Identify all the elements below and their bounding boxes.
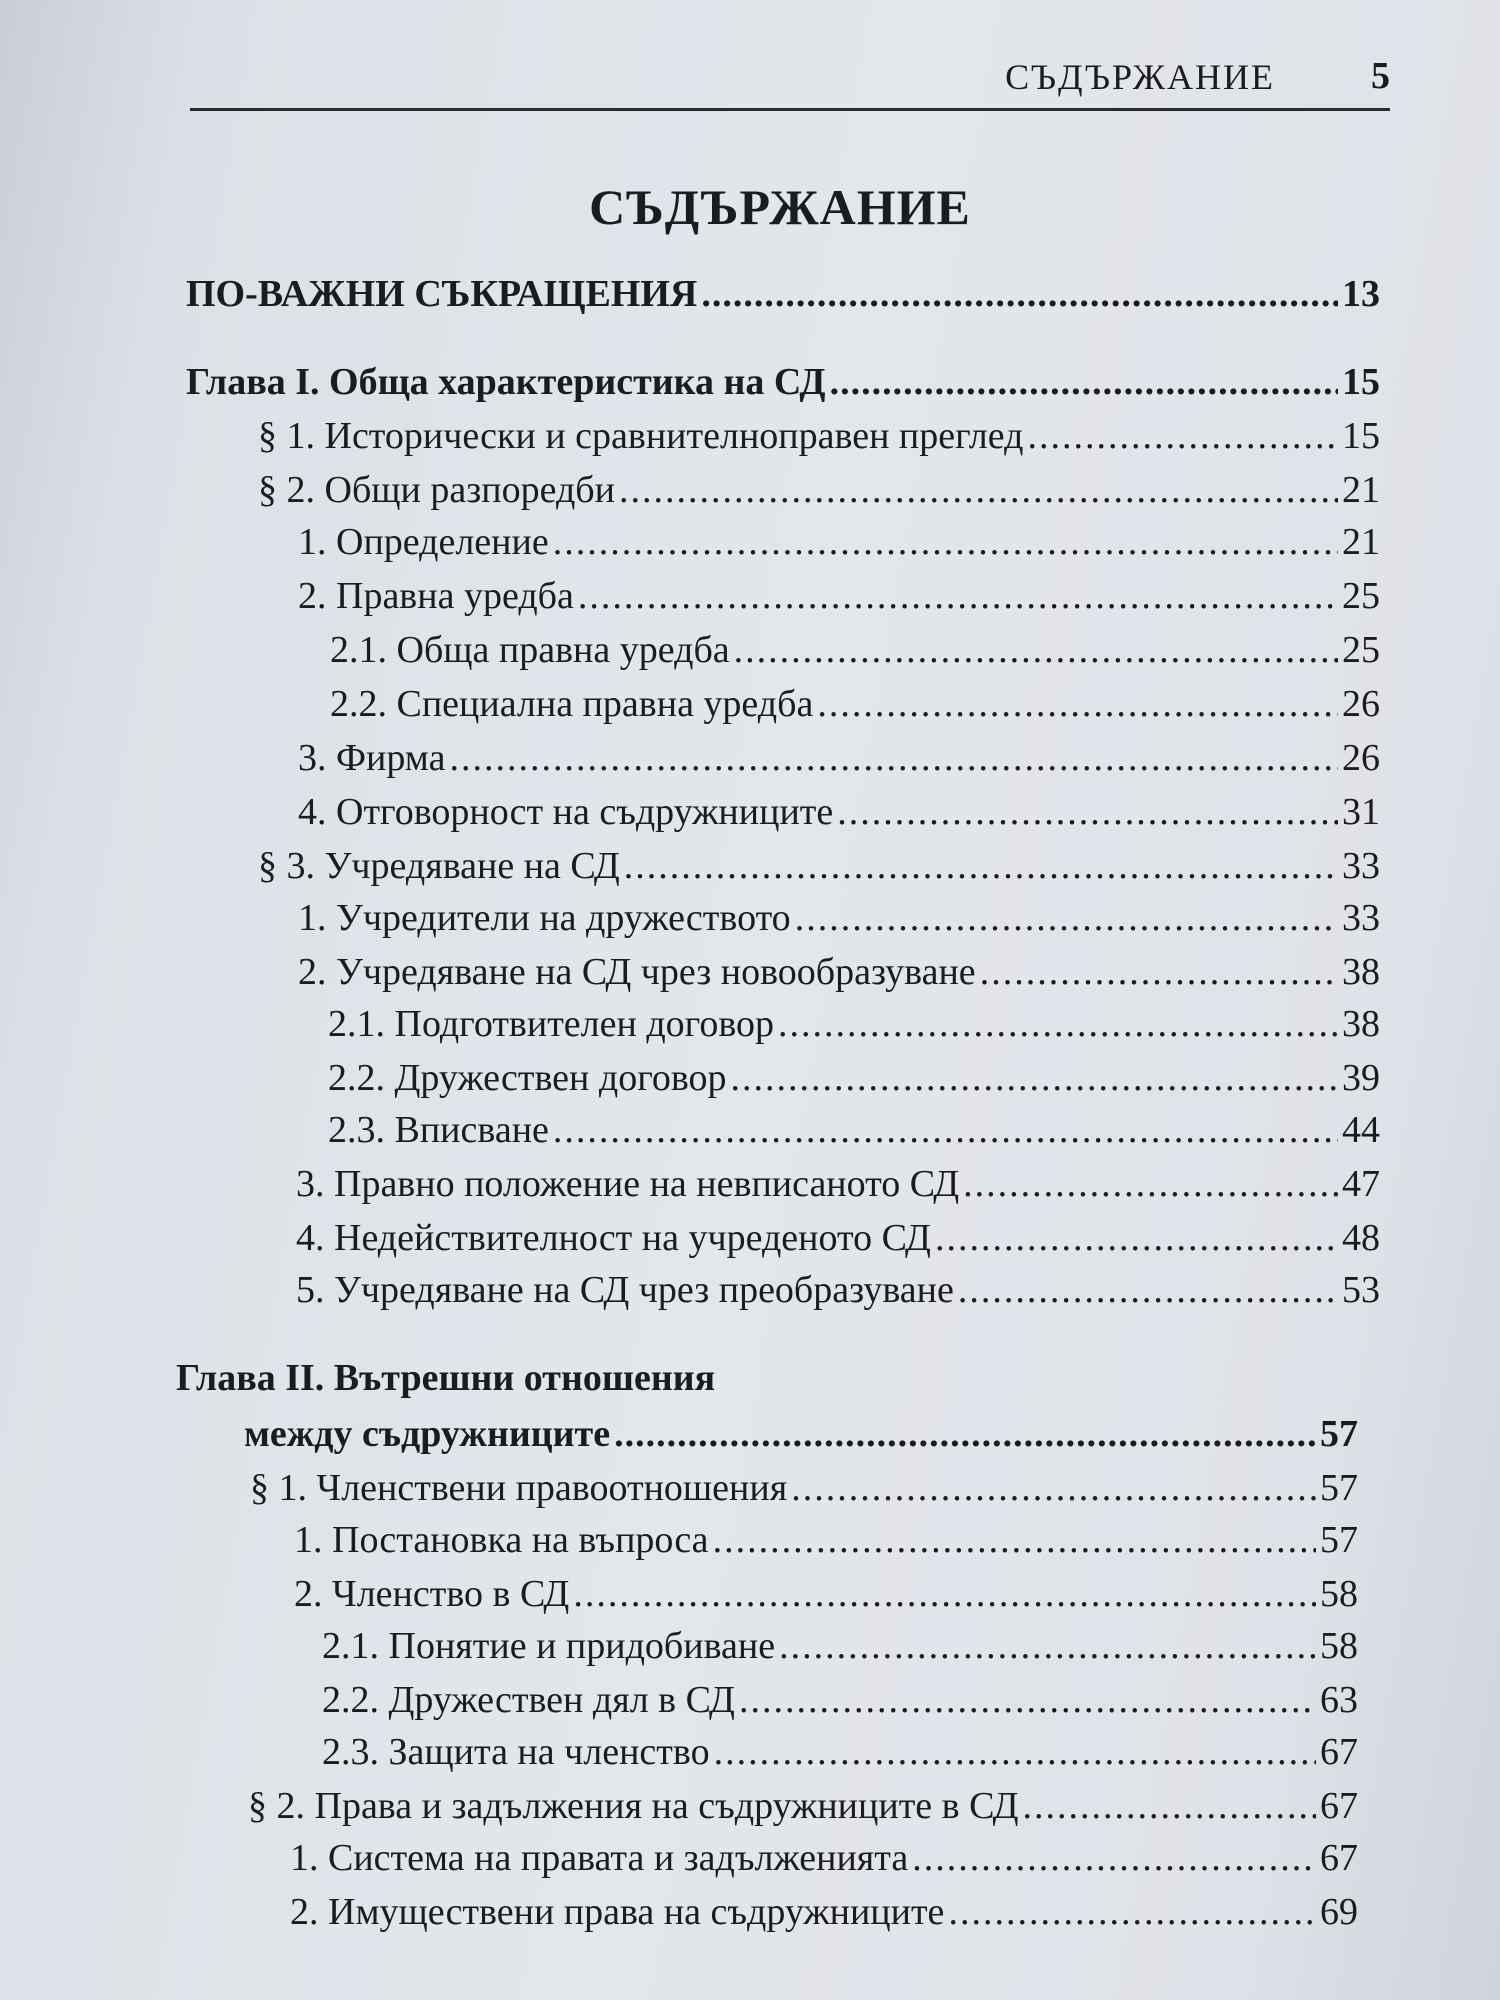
toc-label: 2. Правна уредба xyxy=(298,575,574,617)
leader-dots xyxy=(935,1216,1338,1260)
leader-dots xyxy=(624,844,1338,888)
toc-page: 31 xyxy=(1342,791,1380,833)
toc-entry xyxy=(258,468,1380,512)
toc-label: § 1. Членствени правоотношения xyxy=(250,1467,788,1509)
toc-label: 2.3. Защита на членство xyxy=(322,1731,710,1773)
leader-dots xyxy=(573,1572,1316,1616)
toc-entry xyxy=(330,628,1380,672)
leader-dots xyxy=(739,1678,1316,1722)
toc-entry xyxy=(298,520,1380,564)
toc-entry xyxy=(296,1268,1380,1312)
toc-entry xyxy=(248,1784,1358,1828)
toc-entry xyxy=(328,1056,1380,1100)
toc-entry xyxy=(330,682,1380,726)
toc-page: 69 xyxy=(1320,1891,1358,1933)
leader-dots xyxy=(817,682,1338,726)
leader-dots xyxy=(958,1268,1338,1312)
toc-entry xyxy=(250,1466,1358,1510)
toc-entry xyxy=(328,1108,1380,1152)
toc-entry xyxy=(328,1002,1380,1046)
toc-label: § 2. Права и задължения на съдружниците в СД xyxy=(248,1785,1019,1827)
toc-entry xyxy=(294,1572,1358,1616)
toc-label: 1. Постановка на въпроса xyxy=(294,1519,709,1561)
leader-dots xyxy=(1022,1784,1316,1828)
toc-page: 67 xyxy=(1320,1731,1358,1773)
toc-entry xyxy=(298,950,1380,994)
toc-label: § 2. Общи разпоредби xyxy=(258,469,615,511)
page-number: 5 xyxy=(1371,55,1390,97)
toc-page: 38 xyxy=(1342,951,1380,993)
toc-entry xyxy=(298,790,1380,834)
toc-chapter-1 xyxy=(186,360,1380,404)
toc-page: 33 xyxy=(1342,897,1380,939)
toc-page: 58 xyxy=(1320,1573,1358,1615)
leader-dots xyxy=(619,468,1338,512)
leader-dots xyxy=(734,628,1338,672)
toc-label: между съдружниците xyxy=(244,1413,611,1455)
toc-page: 15 xyxy=(1342,415,1380,457)
toc-label: Глава I. Обща характеристика на СД xyxy=(186,361,826,403)
leader-dots xyxy=(553,520,1338,564)
toc-page: 13 xyxy=(1342,273,1380,315)
toc-label: 4. Недействителност на учреденото СД xyxy=(296,1217,931,1259)
toc-page: 63 xyxy=(1320,1679,1358,1721)
leader-dots xyxy=(578,574,1338,618)
toc-label: § 3. Учредяване на СД xyxy=(258,845,620,887)
leader-dots xyxy=(795,896,1338,940)
toc-page: 25 xyxy=(1342,575,1380,617)
toc-label: 2. Членство в СД xyxy=(294,1573,570,1615)
toc-label: 1. Учредители на дружеството xyxy=(298,897,791,939)
leader-dots xyxy=(779,1624,1316,1668)
toc-entry xyxy=(322,1624,1358,1668)
toc-entry xyxy=(296,1216,1380,1260)
toc-page: 58 xyxy=(1320,1625,1358,1667)
toc-entry xyxy=(294,1518,1358,1562)
toc-entry xyxy=(290,1890,1358,1934)
toc-page: 57 xyxy=(1320,1519,1358,1561)
toc-page: 15 xyxy=(1342,361,1380,403)
toc-entry xyxy=(298,736,1380,780)
toc-label: ПО-ВАЖНИ СЪКРАЩЕНИЯ xyxy=(186,273,698,315)
toc-entry xyxy=(258,414,1380,458)
toc-label: 5. Учредяване на СД чрез преобразуване xyxy=(296,1269,954,1311)
leader-dots xyxy=(701,272,1338,316)
leader-dots xyxy=(830,360,1338,404)
leader-dots xyxy=(449,736,1338,780)
toc-label: 2.2. Специална правна уредба xyxy=(330,683,814,725)
leader-dots xyxy=(713,1518,1316,1562)
toc-entry xyxy=(290,1836,1358,1880)
toc-label: 2.1. Обща правна уредба xyxy=(330,629,730,671)
toc-label: 2.1. Понятие и придобиване xyxy=(322,1625,776,1667)
toc-entry xyxy=(322,1678,1358,1722)
toc-label: 3. Правно положение на невписаното СД xyxy=(296,1163,960,1205)
toc-label: 4. Отговорност на съдружниците xyxy=(298,791,834,833)
leader-dots xyxy=(791,1466,1316,1510)
toc-label: 2.3. Вписване xyxy=(328,1109,549,1151)
leader-dots xyxy=(553,1108,1338,1152)
toc-page: 44 xyxy=(1342,1109,1380,1151)
leader-dots xyxy=(963,1162,1338,1206)
toc-chapter-2-title: Глава II. Вътрешни отношения xyxy=(176,1357,716,1399)
leader-dots xyxy=(1027,414,1338,458)
toc-chapter-2 xyxy=(244,1412,1358,1456)
toc-entry xyxy=(296,1162,1380,1206)
leader-dots xyxy=(912,1836,1316,1880)
toc-entry xyxy=(298,896,1380,940)
toc-page: 39 xyxy=(1342,1057,1380,1099)
toc-page: 33 xyxy=(1342,845,1380,887)
toc-page: 57 xyxy=(1320,1467,1358,1509)
toc-page: 26 xyxy=(1342,683,1380,725)
toc-page: 48 xyxy=(1342,1217,1380,1259)
toc-entry xyxy=(298,574,1380,618)
toc-label: 2. Имуществени права на съдружниците xyxy=(290,1891,945,1933)
toc-entry xyxy=(322,1730,1358,1774)
toc-label: 2.2. Дружествен договор xyxy=(328,1057,727,1099)
toc-label: 1. Определение xyxy=(298,521,549,563)
toc-page: 25 xyxy=(1342,629,1380,671)
running-title: СЪДЪРЖАНИЕ xyxy=(1005,57,1275,97)
toc-page: 38 xyxy=(1342,1003,1380,1045)
toc-label: 2. Учредяване на СД чрез новообразуване xyxy=(298,951,976,993)
toc-label: § 1. Исторически и сравнителноправен преглед xyxy=(258,415,1024,457)
leader-dots xyxy=(614,1412,1316,1456)
leader-dots xyxy=(980,950,1338,994)
leader-dots xyxy=(837,790,1338,834)
leader-dots xyxy=(714,1730,1316,1774)
toc-page: 47 xyxy=(1342,1163,1380,1205)
toc-page: 26 xyxy=(1342,737,1380,779)
toc-entry-abbreviations xyxy=(186,272,1380,316)
leader-dots xyxy=(948,1890,1316,1934)
leader-dots xyxy=(731,1056,1338,1100)
toc-label: 3. Фирма xyxy=(298,737,446,779)
toc-page: 53 xyxy=(1342,1269,1380,1311)
toc-entry xyxy=(258,844,1380,888)
toc-label: 2.2. Дружествен дял в СД xyxy=(322,1679,735,1721)
toc-page: 67 xyxy=(1320,1785,1358,1827)
toc-page: 21 xyxy=(1342,521,1380,563)
leader-dots xyxy=(778,1002,1338,1046)
toc-page: 67 xyxy=(1320,1837,1358,1879)
page-title: СЪДЪРЖАНИЕ xyxy=(589,179,971,235)
toc-page: 21 xyxy=(1342,469,1380,511)
toc-label: 2.1. Подготвителен договор xyxy=(328,1003,774,1045)
toc-page: 57 xyxy=(1320,1413,1358,1455)
toc-label: 1. Система на правата и задълженията xyxy=(290,1837,909,1879)
